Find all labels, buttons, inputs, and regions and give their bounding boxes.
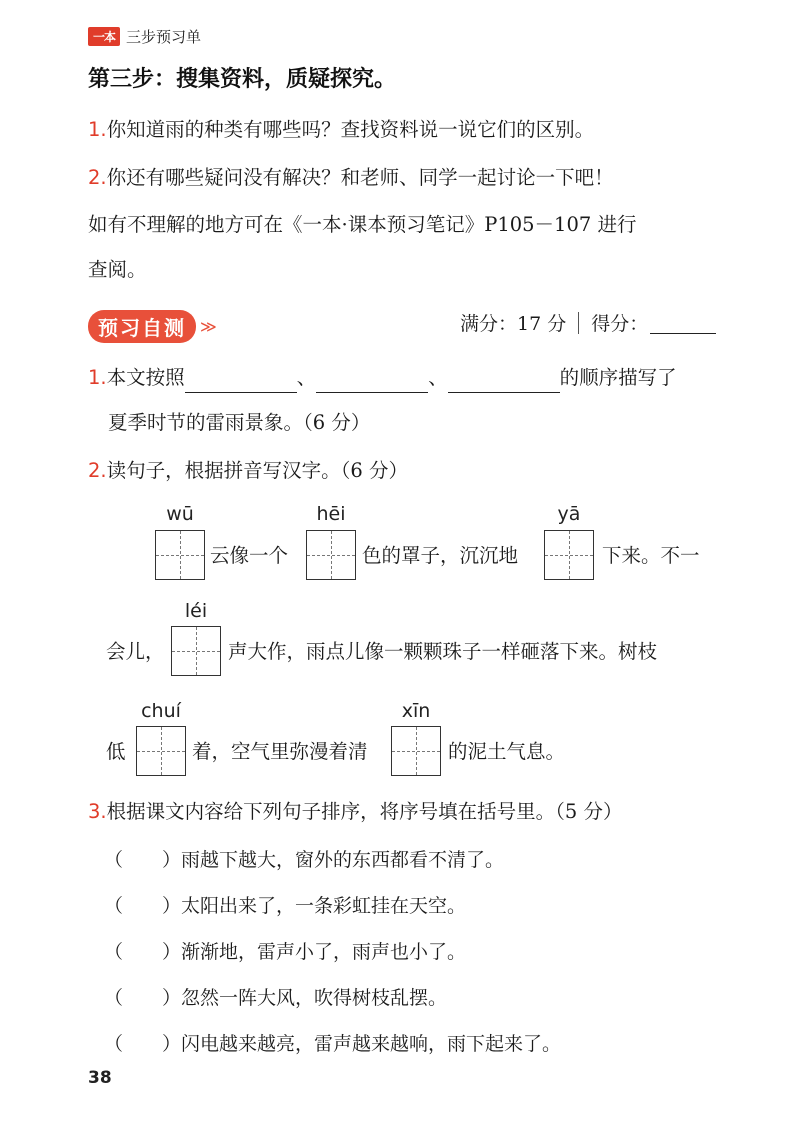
q2-seg7: 着，空气里弥漫着清 xyxy=(192,740,368,763)
score-area xyxy=(460,309,716,336)
question-number: 3. xyxy=(88,800,107,823)
pinyin-chui: chuí xyxy=(141,700,181,722)
list-item: （ ）雨越下越大，窗外的东西都看不清了。 xyxy=(104,845,504,872)
q1-line2: 夏季时节的雷雨景象。（6 分） xyxy=(108,411,371,434)
order-text: 渐渐地，雷声小了，雨声也小了。 xyxy=(181,941,467,963)
step3-title: 第三步：搜集资料，质疑探究。 xyxy=(88,67,397,92)
list-item: （ ）忽然一阵大风，吹得树枝乱摆。 xyxy=(104,983,447,1010)
q2-title-line xyxy=(88,456,408,486)
list-item: （ ）渐渐地，雷声小了，雨声也小了。 xyxy=(104,937,466,964)
q1-suffix: 的顺序描写了 xyxy=(559,366,677,389)
q2-seg4: 会儿， xyxy=(106,640,165,663)
order-text: 太阳出来了，一条彩虹挂在天空。 xyxy=(181,895,467,917)
question-text: 你还有哪些疑问没有解决？和老师、同学一起讨论一下吧！ xyxy=(106,166,614,189)
list-item: （ ）太阳出来了，一条彩虹挂在天空。 xyxy=(104,891,466,918)
q1-sep1: 、 xyxy=(296,366,317,389)
question-number: 1. xyxy=(88,118,107,141)
score-label: 得分： xyxy=(591,313,649,335)
question-number: 2. xyxy=(88,166,107,189)
pinyin-wu: wū xyxy=(166,503,194,525)
question-number: 1. xyxy=(88,366,107,389)
q2-seg5: 声大作，雨点儿像一颗颗珠子一样砸落下来。树枝 xyxy=(228,640,658,663)
step3-question-1 xyxy=(88,115,594,145)
self-test-title: 预习自测 xyxy=(88,310,196,343)
score-blank[interactable] xyxy=(650,311,716,334)
question-text: 你知道雨的种类有哪些吗？查找资料说一说它们的区别。 xyxy=(106,118,595,141)
order-blank[interactable]: （ xyxy=(104,941,124,963)
list-item: （ ）闪电越来越亮，雷声越来越响，雨下起来了。 xyxy=(104,1029,561,1056)
brand-logo: 一本 xyxy=(88,27,120,46)
order-blank[interactable]: （ xyxy=(104,895,124,917)
q3-title-line xyxy=(88,797,622,827)
char-box-ya[interactable] xyxy=(544,530,594,580)
q1-blank-2[interactable] xyxy=(316,370,428,393)
order-text: 忽然一阵大风，吹得树枝乱摆。 xyxy=(181,987,448,1009)
q2-seg8: 的泥土气息。 xyxy=(448,740,566,763)
char-box-chui[interactable] xyxy=(136,726,186,776)
q2-seg2: 色的罩子，沉沉地 xyxy=(362,544,519,567)
q2-seg1: 云像一个 xyxy=(210,544,289,567)
pinyin-ya: yā xyxy=(557,503,581,525)
char-box-wu[interactable] xyxy=(155,530,205,580)
pinyin-hei: hēi xyxy=(316,503,346,525)
full-score: 满分：17 分 xyxy=(460,313,567,335)
q3-title: 根据课文内容给下列句子排序，将序号填在括号里。（5 分） xyxy=(106,800,623,823)
q1-line1 xyxy=(88,363,677,393)
order-blank[interactable]: （ xyxy=(104,1033,124,1055)
q2-seg6: 低 xyxy=(106,740,126,763)
q1-sep2: 、 xyxy=(428,366,448,389)
order-blank[interactable]: （ xyxy=(104,849,124,871)
pinyin-lei: léi xyxy=(184,600,208,622)
q2-title: 读句子，根据拼音写汉字。（6 分） xyxy=(106,459,408,482)
header-title: 三步预习单 xyxy=(126,27,202,46)
char-box-lei[interactable] xyxy=(171,626,221,676)
q1-prefix: 本文按照 xyxy=(106,366,185,389)
q2-seg3: 下来。不一 xyxy=(602,544,700,567)
order-blank[interactable]: （ xyxy=(104,987,124,1009)
chevron-right-icon: ≫ xyxy=(200,317,217,336)
self-test-banner xyxy=(88,310,217,343)
char-box-hei[interactable] xyxy=(306,530,356,580)
q1-blank-1[interactable] xyxy=(185,370,297,393)
page-header xyxy=(88,25,201,47)
pinyin-xin: xīn xyxy=(401,700,431,722)
char-box-xin[interactable] xyxy=(391,726,441,776)
q1-blank-3[interactable] xyxy=(448,370,560,393)
step3-note-line2: 查阅。 xyxy=(88,258,147,281)
step3-note-line1: 如有不理解的地方可在《一本·课本预习笔记》P105－107 进行 xyxy=(88,213,637,236)
page-number: 38 xyxy=(88,1068,112,1088)
question-number: 2. xyxy=(88,459,107,482)
order-text: 闪电越来越亮，雷声越来越响，雨下起来了。 xyxy=(181,1033,562,1055)
order-text: 雨越下越大，窗外的东西都看不清了。 xyxy=(181,849,505,871)
step3-question-2 xyxy=(88,163,614,193)
score-divider xyxy=(578,312,579,334)
